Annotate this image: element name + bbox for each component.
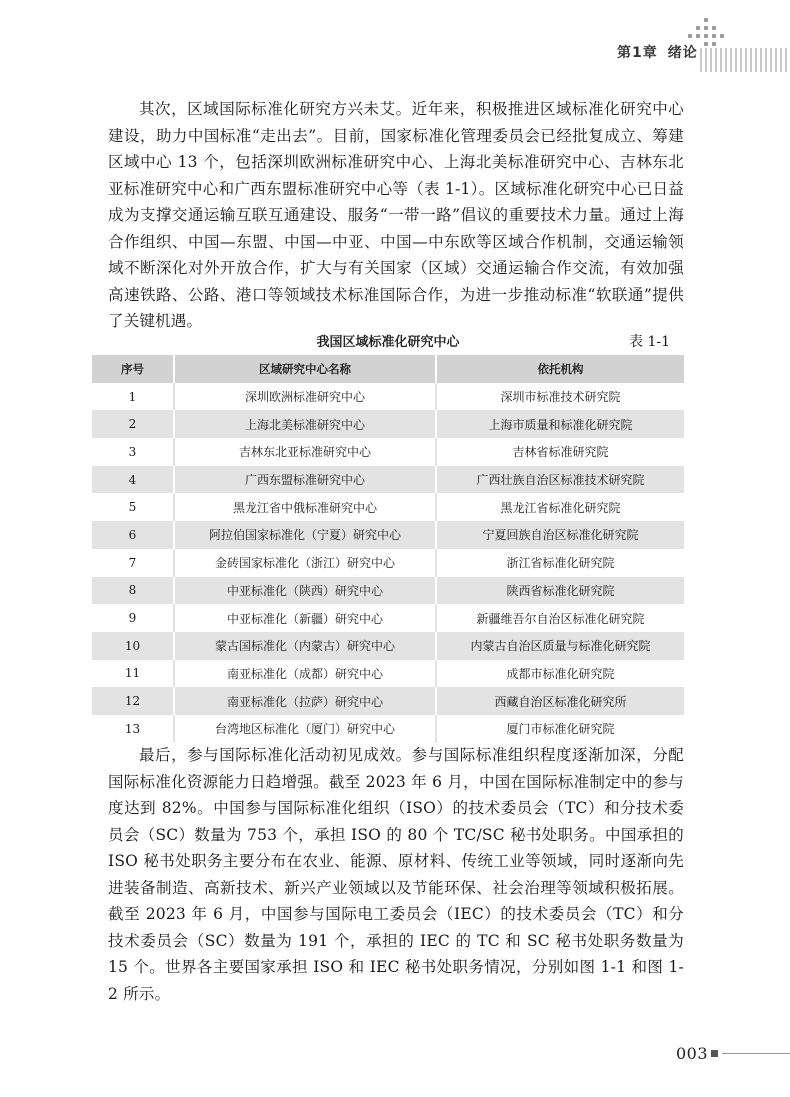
table-number: 表 1-1 xyxy=(629,334,670,350)
row-index: 4 xyxy=(92,466,174,494)
footer-rule xyxy=(722,1053,790,1054)
row-center-name: 吉林东北亚标准研究中心 xyxy=(174,438,436,466)
row-center-name: 阿拉伯国家标准化（宁夏）研究中心 xyxy=(174,521,436,549)
page-number-square xyxy=(711,1050,718,1057)
row-institution: 新疆维吾尔自治区标准化研究院 xyxy=(436,604,684,632)
table-row xyxy=(92,604,684,632)
row-index: 8 xyxy=(92,577,174,605)
row-institution: 内蒙古自治区质量与标准化研究院 xyxy=(436,632,684,660)
row-institution: 上海市质量和标准化研究院 xyxy=(436,410,684,438)
row-institution: 成都市标准化研究院 xyxy=(436,660,684,688)
row-index: 13 xyxy=(92,715,174,743)
row-institution: 西藏自治区标准化研究所 xyxy=(436,687,684,715)
table-row xyxy=(92,493,684,521)
chapter-title: 绪论 xyxy=(667,45,698,61)
row-index: 7 xyxy=(92,549,174,577)
row-center-name: 南亚标准化（拉萨）研究中心 xyxy=(174,687,436,715)
row-center-name: 黑龙江省中俄标准研究中心 xyxy=(174,493,436,521)
row-index: 9 xyxy=(92,604,174,632)
row-institution: 吉林省标准研究院 xyxy=(436,438,684,466)
table-row xyxy=(92,438,684,466)
table-row xyxy=(92,521,684,549)
table-row xyxy=(92,383,684,411)
row-center-name: 广西东盟标准研究中心 xyxy=(174,466,436,494)
table-row xyxy=(92,632,684,660)
table-row xyxy=(92,466,684,494)
row-index: 12 xyxy=(92,687,174,715)
row-center-name: 中亚标准化（新疆）研究中心 xyxy=(174,604,436,632)
table-row xyxy=(92,715,684,743)
table-row xyxy=(92,660,684,688)
row-center-name: 上海北美标准研究中心 xyxy=(174,410,436,438)
running-header xyxy=(617,42,698,62)
header-center-name: 区域研究中心名称 xyxy=(174,355,436,383)
table-row xyxy=(92,577,684,605)
row-institution: 广西壮族自治区标准技术研究院 xyxy=(436,466,684,494)
body-paragraph-1: 其次，区域国际标准化研究方兴未艾。近年来，积极推进区域标准化研究中心建设，助力中国标准“走出去”。目前，国家标准化管理委员会已经批复成立、筹建区域中心 13 个，包括深圳欧洲标准研究中心、上海北美标准研究中心、吉林东北亚标准研究中心和广西东盟标准研究中心等（表 1-1）。区域标准化研究中心已日益成为支撑交通运输互联互通建设、服务“一带一路”倡议的重要技术力量。通过上海合作组织、中国—东盟、中国—中亚、中国—中东欧等区域合作机制，交通运输领域不断深化对外开放合作，扩大与有关国家（区域）交通运输合作交流，有效加强高速铁路、公路、港口等领域技术标准国际合作，为进一步推动标准“软联通”提供了关键机遇。 xyxy=(108,100,684,330)
row-center-name: 蒙古国标准化（内蒙古）研究中心 xyxy=(174,632,436,660)
row-center-name: 中亚标准化（陕西）研究中心 xyxy=(174,577,436,605)
row-index: 2 xyxy=(92,410,174,438)
row-institution: 宁夏回族自治区标准化研究院 xyxy=(436,521,684,549)
row-index: 6 xyxy=(92,521,174,549)
row-index: 3 xyxy=(92,438,174,466)
row-center-name: 南亚标准化（成都）研究中心 xyxy=(174,660,436,688)
row-institution: 深圳市标准技术研究院 xyxy=(436,383,684,411)
table-row xyxy=(92,549,684,577)
header-index: 序号 xyxy=(92,355,174,383)
header-institution: 依托机构 xyxy=(436,355,684,383)
table-row xyxy=(92,687,684,715)
row-center-name: 台湾地区标准化（厦门）研究中心 xyxy=(174,715,436,743)
row-institution: 陕西省标准化研究院 xyxy=(436,577,684,605)
row-index: 1 xyxy=(92,383,174,411)
row-index: 5 xyxy=(92,493,174,521)
header-stripe xyxy=(700,48,790,72)
table-caption xyxy=(92,331,684,351)
row-center-name: 金砖国家标准化（浙江）研究中心 xyxy=(174,549,436,577)
row-institution: 黑龙江省标准化研究院 xyxy=(436,493,684,521)
row-index: 11 xyxy=(92,660,174,688)
page-number: 003 xyxy=(676,1044,709,1063)
row-institution: 浙江省标准化研究院 xyxy=(436,549,684,577)
body-paragraph-2: 最后，参与国际标准化活动初见成效。参与国际标准组织程度逐渐加深，分配国际标准化资源能力日趋增强。截至 2023 年 6 月，中国在国际标准制定中的参与度达到 82%。中国参与国际标准化组织（ISO）的技术委员会（TC）和分技术委员会（SC）数量为 753 个，承担 ISO 的 80 个 TC/SC 秘书处职务。中国承担的 ISO 秘书处职务主要分布在农业、能源、原材料、传统工业等领域，同时逐渐向先进装备制造、高新技术、新兴产业领域以及节能环保、社会治理等领域积极拓展。截至 2023 年 6 月，中国参与国际电工委员会（IEC）的技术委员会（TC）和分技术委员会（SC）数量为 191 个，承担的 IEC 的 TC 和 SC 秘书处职务数量为 15 个。世界各主要国家承担 ISO 和 IEC 秘书处职务情况，分别如图 1-1 和图 1-2 所示。 xyxy=(108,746,684,1003)
row-index: 10 xyxy=(92,632,174,660)
regional-centers-table xyxy=(92,355,684,743)
chapter-number: 第1章 xyxy=(617,45,658,61)
table-header-row xyxy=(92,355,684,383)
row-center-name: 深圳欧洲标准研究中心 xyxy=(174,383,436,411)
table-row xyxy=(92,410,684,438)
table-title: 我国区域标准化研究中心 xyxy=(316,335,460,350)
row-institution: 厦门市标准化研究院 xyxy=(436,715,684,743)
